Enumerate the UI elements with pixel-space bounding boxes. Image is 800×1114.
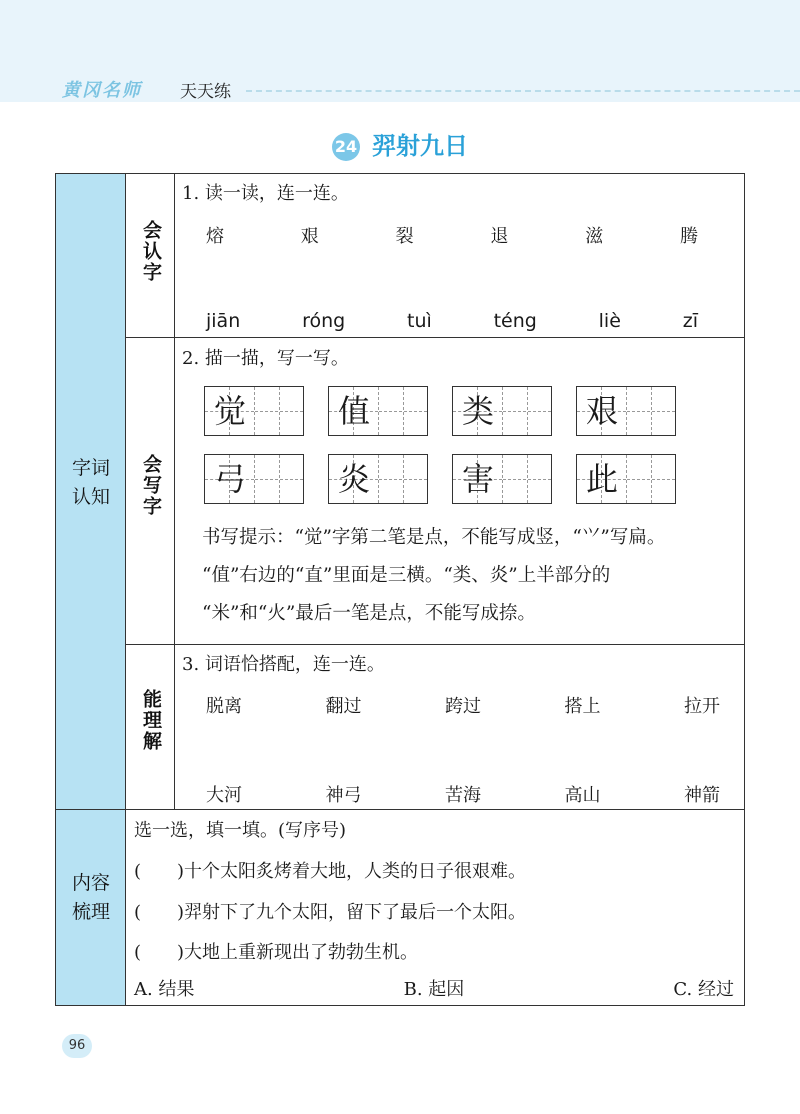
- sub-label-understand: 能理解: [140, 689, 162, 752]
- writing-grid[interactable]: [576, 454, 676, 504]
- q3-verb[interactable]: 拉开: [684, 696, 720, 717]
- section-label-content-outline: 内容 梳理: [71, 872, 110, 924]
- q3-noun[interactable]: 神弓: [325, 785, 362, 806]
- option-b: B. 起因: [403, 979, 465, 1000]
- q1-character[interactable]: 退: [490, 226, 509, 247]
- q3-verb[interactable]: 翻过: [325, 696, 362, 717]
- q3-noun[interactable]: 大河: [206, 785, 242, 806]
- q1-pinyin[interactable]: liè: [598, 310, 621, 332]
- q1-pinyin-row: [206, 310, 698, 332]
- writing-grid[interactable]: [204, 454, 304, 504]
- q1-character[interactable]: 腾: [679, 226, 698, 247]
- writing-grid[interactable]: [328, 454, 428, 504]
- writing-tips: 书写提示：“觉”字第二笔是点，不能写成竖，“⺍”写扁。 “值”右边的“直”里面是三横。“类、炎”上半部分的 “米”和“火”最后一笔是点，不能写成捺。: [202, 527, 666, 624]
- trace-character: 觉: [213, 392, 246, 430]
- section-label-word-recognition: 字词 认知: [71, 457, 110, 509]
- q3-noun[interactable]: 苦海: [445, 785, 481, 806]
- divider: [125, 644, 745, 645]
- writing-grid[interactable]: [328, 386, 428, 436]
- q1-prompt: 1. 读一读，连一连。: [182, 183, 349, 204]
- q3-noun[interactable]: 高山: [564, 785, 601, 806]
- q1-pinyin[interactable]: téng: [493, 310, 537, 332]
- fill-blank-line[interactable]: ( )十个太阳炙烤着大地，人类的日子很艰难。: [134, 861, 527, 882]
- q1-character[interactable]: 滋: [585, 226, 604, 247]
- trace-character: 此: [585, 460, 618, 498]
- writing-grid[interactable]: [204, 386, 304, 436]
- fill-blank-line[interactable]: ( )大地上重新现出了勃勃生机。: [134, 942, 419, 963]
- q2-prompt: 2. 描一描，写一写。: [182, 348, 349, 369]
- q4-options-row: [134, 975, 734, 1001]
- q3-noun-row: [206, 781, 720, 807]
- q3-verb[interactable]: 跨过: [445, 696, 481, 717]
- trace-character: 害: [461, 460, 494, 498]
- trace-character: 弓: [213, 460, 246, 498]
- option-c: C. 经过: [673, 979, 734, 1000]
- q1-pinyin[interactable]: róng: [302, 310, 346, 332]
- q4-prompt: 选一选，填一填。(写序号): [134, 820, 347, 841]
- trace-character: 类: [461, 392, 494, 430]
- q3-prompt: 3. 词语恰搭配，连一连。: [182, 654, 385, 675]
- q3-noun[interactable]: 神箭: [684, 785, 720, 806]
- q3-verb[interactable]: 脱离: [206, 696, 242, 717]
- divider: [56, 809, 745, 810]
- writing-grid[interactable]: [576, 386, 676, 436]
- trace-character: 艰: [585, 392, 618, 430]
- sub-label-write: 会写字: [140, 454, 162, 517]
- exercise-table: [55, 173, 745, 1006]
- brand-logo: 黄冈名师: [62, 80, 142, 101]
- q3-verb[interactable]: 搭上: [564, 696, 601, 717]
- series-title: 天天练: [180, 82, 231, 102]
- lesson-title: [0, 126, 800, 161]
- lesson-name: 羿射九日: [372, 132, 468, 160]
- lesson-number-badge: 24: [332, 133, 360, 161]
- trace-character: 值: [337, 392, 370, 430]
- fill-blank-line[interactable]: ( )羿射下了九个太阳，留下了最后一个太阳。: [134, 902, 527, 923]
- option-a: A. 结果: [134, 979, 195, 1000]
- q3-verb-row: [206, 692, 720, 718]
- q1-character[interactable]: 熔: [206, 226, 224, 247]
- q1-character[interactable]: 艰: [300, 226, 319, 247]
- q1-pinyin[interactable]: tuì: [407, 310, 432, 332]
- q1-character[interactable]: 裂: [395, 226, 414, 247]
- q1-character-row: [206, 222, 698, 248]
- writing-grid[interactable]: [452, 454, 552, 504]
- page-number: 96: [62, 1034, 92, 1058]
- divider: [174, 174, 175, 809]
- trace-character: 炎: [337, 460, 370, 498]
- writing-grid[interactable]: [452, 386, 552, 436]
- q1-pinyin[interactable]: jiān: [206, 310, 241, 332]
- sub-label-recognize: 会认字: [140, 220, 162, 283]
- divider: [125, 337, 745, 338]
- header-divider: [246, 90, 800, 92]
- q1-pinyin[interactable]: zī: [682, 310, 698, 332]
